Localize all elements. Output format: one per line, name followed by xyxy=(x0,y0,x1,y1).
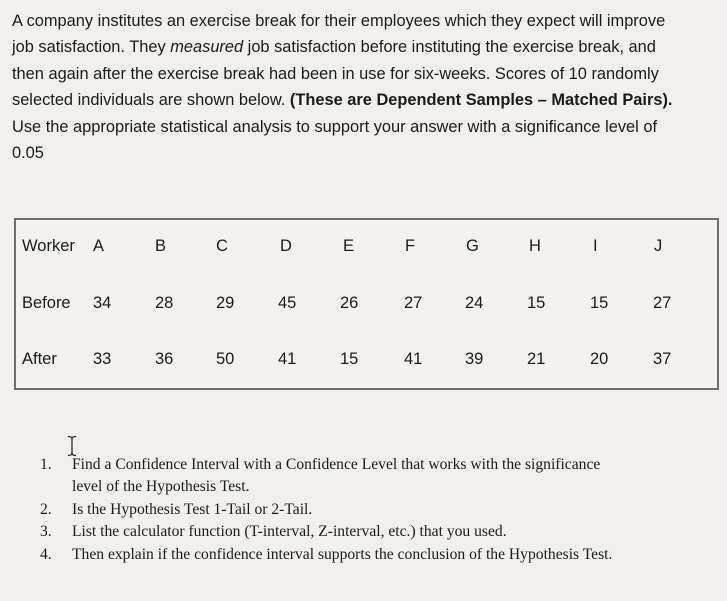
table-cell: 41 xyxy=(404,350,423,368)
row-header: After xyxy=(22,350,57,368)
question-text: level of the Hypothesis Test. xyxy=(72,478,250,496)
table-cell: D xyxy=(280,237,292,255)
table-cell: 33 xyxy=(93,350,112,368)
table-cell: B xyxy=(155,237,167,255)
table-cell: E xyxy=(343,237,355,255)
table-cell: 24 xyxy=(465,294,484,312)
table-cell: 15 xyxy=(340,350,359,368)
question-list xyxy=(40,454,720,566)
intro-line-1: A company institutes an exercise break for their employees which they expect will improve xyxy=(12,12,666,30)
data-table xyxy=(14,218,719,390)
intro-line-5: Use the appropriate statistical analysis to support your answer with a significance level of xyxy=(12,117,658,136)
intro-line-3: then again after the exercise break had been in use for six-weeks. Scores of 10 randomly xyxy=(12,64,659,83)
question-text: Then explain if the confidence interval supports the conclusion of the Hypothesis Test. xyxy=(72,545,613,563)
emphasized-word: measured xyxy=(170,38,244,57)
table-cell: 26 xyxy=(340,294,359,312)
question-number: 1. xyxy=(40,456,52,473)
table-cell: I xyxy=(593,237,598,255)
question-item xyxy=(40,454,720,499)
table-cell: 27 xyxy=(404,294,423,312)
table-cell: F xyxy=(405,237,416,255)
table-cell: A xyxy=(93,237,105,255)
question-number: 2. xyxy=(40,500,52,518)
table-cell: 45 xyxy=(278,294,297,312)
intro-line-2: job satisfaction. They measured job satisfaction before instituting the exercise break, and xyxy=(12,38,656,57)
intro-line-6: 0.05 xyxy=(12,144,44,163)
table-cell: C xyxy=(216,237,228,255)
table-cell: 50 xyxy=(216,350,235,368)
table-cell: 21 xyxy=(527,350,546,368)
table-cell: 27 xyxy=(653,294,672,312)
question-number: 3. xyxy=(40,523,52,541)
question-item xyxy=(40,521,720,543)
question-item xyxy=(40,544,720,566)
table-cell: 36 xyxy=(155,350,174,368)
question-number: 4. xyxy=(40,545,52,563)
table-cell: H xyxy=(529,237,541,255)
question-item xyxy=(40,499,720,521)
table-row-before xyxy=(16,294,717,320)
table-cell: 15 xyxy=(527,294,546,312)
question-text: List the calculator function (T-interval, Z-interval, etc.) that you used. xyxy=(72,523,507,541)
table-cell: J xyxy=(654,237,663,255)
table-cell: G xyxy=(466,237,479,255)
table-row-worker xyxy=(16,237,717,263)
table-cell: 41 xyxy=(278,350,297,368)
table-cell: 20 xyxy=(590,350,609,368)
table-cell: 37 xyxy=(653,350,672,368)
table-cell: 34 xyxy=(93,294,112,312)
table-cell: 28 xyxy=(155,294,174,312)
table-cell: 39 xyxy=(465,350,484,368)
table-cell: 15 xyxy=(590,294,609,312)
problem-statement xyxy=(12,8,720,166)
bold-note: (These are Dependent Samples – Matched Pairs). xyxy=(289,91,673,110)
question-text: Find a Confidence Interval with a Confidence Level that works with the significance xyxy=(72,456,601,473)
intro-line-4: selected individuals are shown below. (These are Dependent Samples – Matched Pairs). xyxy=(12,91,673,110)
question-text: Is the Hypothesis Test 1-Tail or 2-Tail. xyxy=(72,500,313,518)
row-header: Before xyxy=(22,294,71,312)
row-header: Worker xyxy=(22,237,75,255)
table-row-after xyxy=(16,350,717,376)
table-cell: 29 xyxy=(216,294,235,312)
